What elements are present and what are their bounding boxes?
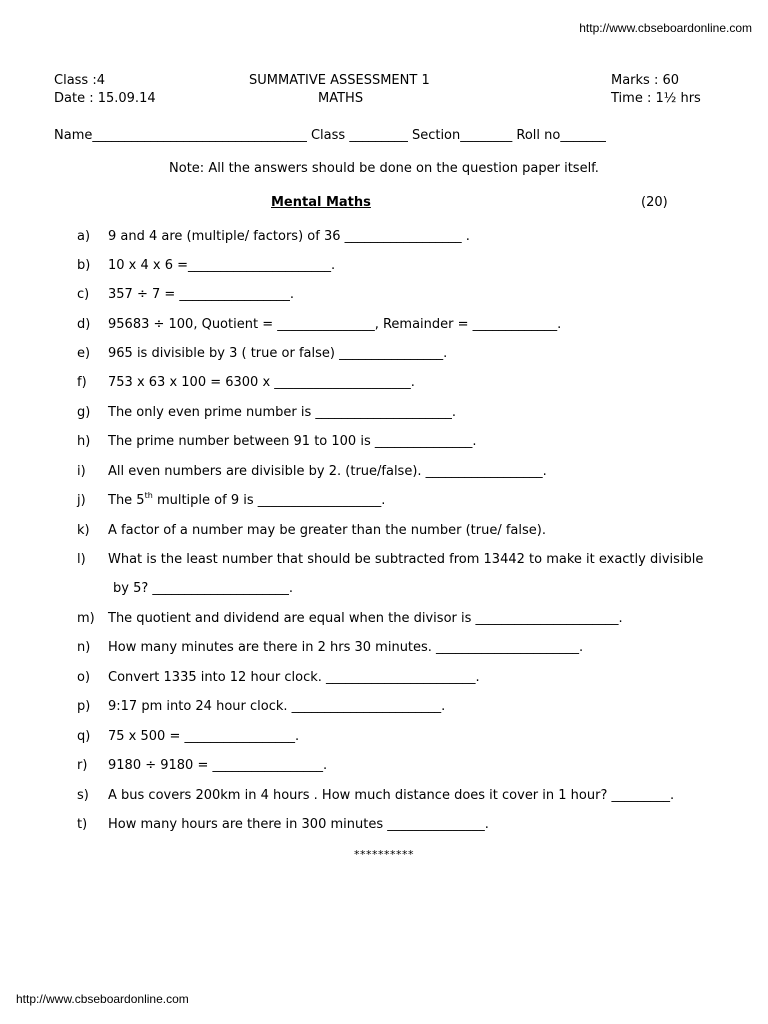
question-label: b) [77, 258, 91, 273]
question-m [0, 611, 768, 631]
question-n [0, 640, 768, 660]
question-label: f) [77, 375, 87, 390]
question-text: 753 x 63 x 100 = 6300 x _____________________. [108, 375, 415, 390]
question-b [0, 258, 768, 278]
question-text-before: The 5 [108, 493, 145, 508]
question-text: Convert 1335 into 12 hour clock. _______________________. [108, 670, 480, 685]
question-label: l) [77, 552, 86, 567]
question-h [0, 434, 768, 454]
question-text: The only even prime number is _____________________. [108, 405, 457, 420]
question-label: p) [77, 699, 91, 714]
question-c [0, 287, 768, 307]
question-r [0, 758, 768, 778]
question-text: A factor of a number may be greater than the number (true/ false). [108, 523, 546, 538]
question-label: d) [77, 317, 91, 332]
question-label: e) [77, 346, 91, 361]
question-text-after: multiple of 9 is ___________________. [152, 493, 386, 508]
section-marks: (20) [641, 195, 668, 210]
question-text: The quotient and dividend are equal when the divisor is ______________________. [108, 611, 623, 626]
question-text: How many hours are there in 300 minutes _______________. [108, 817, 489, 832]
question-text: All even numbers are divisible by 2. (true/false). __________________. [108, 464, 547, 479]
header-url: http://www.cbseboardonline.com [579, 21, 752, 35]
question-text: 75 x 500 = _________________. [108, 729, 300, 744]
exam-time: Time : 1½ hrs [611, 91, 701, 106]
question-label: n) [77, 640, 91, 655]
question-label: s) [77, 788, 89, 803]
question-label: c) [77, 287, 90, 302]
note: Note: All the answers should be done on the question paper itself. [169, 161, 599, 176]
question-label: t) [77, 817, 88, 832]
question-label: q) [77, 729, 91, 744]
question-e [0, 346, 768, 366]
question-label: r) [77, 758, 88, 773]
end-mark: ********** [354, 848, 414, 861]
question-label: g) [77, 405, 91, 420]
question-l [0, 552, 768, 572]
exam-subject: MATHS [318, 91, 364, 106]
exam-title: SUMMATIVE ASSESSMENT 1 [249, 73, 430, 88]
question-label: m) [77, 611, 95, 626]
question-text: What is the least number that should be subtracted from 13442 to make it exactly divisible [108, 552, 704, 567]
question-d [0, 317, 768, 337]
question-text [108, 490, 386, 508]
question-text: 9:17 pm into 24 hour clock. _______________________. [108, 699, 446, 714]
question-label: o) [77, 670, 91, 685]
question-text: How many minutes are there in 2 hrs 30 minutes. ______________________. [108, 640, 584, 655]
question-text: A bus covers 200km in 4 hours . How much distance does it cover in 1 hour? _________. [108, 788, 675, 803]
question-label: k) [77, 523, 90, 538]
exam-marks: Marks : 60 [611, 73, 680, 88]
question-text: 9180 ÷ 9180 = _________________. [108, 758, 328, 773]
question-text: 965 is divisible by 3 ( true or false) ________________. [108, 346, 448, 361]
student-details-line: Name_________________________________ Class _________ Section________ Roll no_______ [54, 128, 606, 143]
exam-class: Class :4 [54, 73, 105, 88]
question-text: 9 and 4 are (multiple/ factors) of 36 __________________ . [108, 229, 470, 244]
exam-date: Date : 15.09.14 [54, 91, 156, 106]
question-text: 95683 ÷ 100, Quotient = _______________, Remainder = _____________. [108, 317, 562, 332]
question-f [0, 375, 768, 395]
question-i [0, 464, 768, 484]
footer-url: http://www.cbseboardonline.com [16, 992, 189, 1006]
question-text: 357 ÷ 7 = _________________. [108, 287, 295, 302]
question-g [0, 405, 768, 425]
question-text: The prime number between 91 to 100 is _______________. [108, 434, 477, 449]
question-label: h) [77, 434, 91, 449]
ordinal-superscript: th [144, 490, 153, 500]
question-text: 10 x 4 x 6 =______________________. [108, 258, 336, 273]
section-title: Mental Maths [271, 195, 371, 210]
question-o [0, 670, 768, 690]
question-j [0, 490, 768, 513]
question-t [0, 817, 768, 837]
question-l-continuation: by 5? _____________________. [113, 581, 294, 596]
question-k [0, 523, 768, 543]
question-a [0, 229, 768, 249]
question-label: j) [77, 493, 86, 508]
question-p [0, 699, 768, 719]
question-s [0, 788, 768, 808]
question-label: i) [77, 464, 86, 479]
question-label: a) [77, 229, 91, 244]
question-q [0, 729, 768, 749]
